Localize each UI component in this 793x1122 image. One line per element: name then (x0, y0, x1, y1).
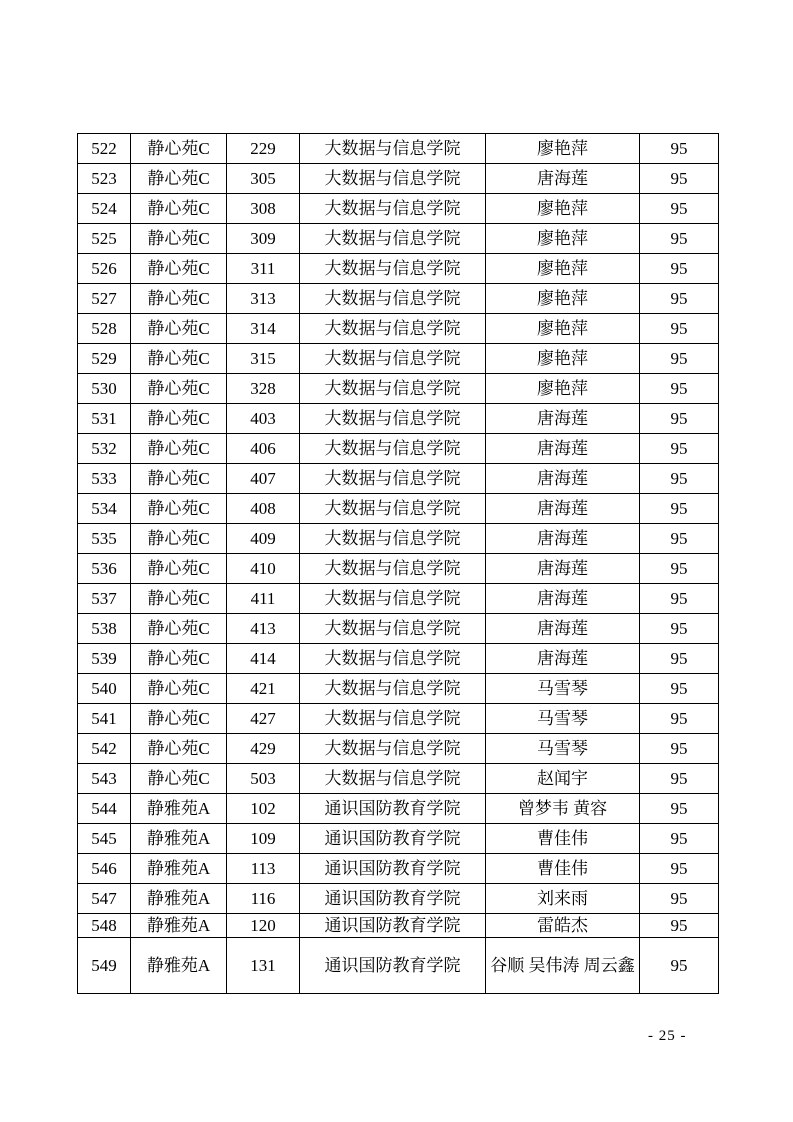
room-cell: 328 (227, 374, 300, 404)
room-cell: 408 (227, 494, 300, 524)
building-cell: 静心苑C (131, 164, 227, 194)
row-number-cell: 537 (78, 584, 131, 614)
table-row (78, 464, 719, 494)
row-number-cell: 548 (78, 914, 131, 938)
table-row (78, 254, 719, 284)
table-row (78, 194, 719, 224)
building-cell: 静心苑C (131, 464, 227, 494)
building-cell: 静心苑C (131, 704, 227, 734)
college-cell: 通识国防教育学院 (300, 938, 486, 994)
room-cell: 309 (227, 224, 300, 254)
page-number: - 25 - (648, 1028, 687, 1044)
building-cell: 静雅苑A (131, 794, 227, 824)
person-cell: 唐海莲 (486, 614, 640, 644)
person-cell: 赵闻宇 (486, 764, 640, 794)
table-body (78, 134, 719, 994)
row-number-cell: 535 (78, 524, 131, 554)
college-cell: 大数据与信息学院 (300, 314, 486, 344)
building-cell: 静心苑C (131, 494, 227, 524)
room-cell: 413 (227, 614, 300, 644)
college-cell: 大数据与信息学院 (300, 434, 486, 464)
score-cell: 95 (640, 224, 719, 254)
person-cell: 廖艳萍 (486, 344, 640, 374)
person-cell: 唐海莲 (486, 644, 640, 674)
table-row (78, 434, 719, 464)
room-cell: 403 (227, 404, 300, 434)
room-cell: 421 (227, 674, 300, 704)
table-row (78, 284, 719, 314)
row-number-cell: 523 (78, 164, 131, 194)
table-row (78, 794, 719, 824)
room-cell: 313 (227, 284, 300, 314)
score-cell: 95 (640, 734, 719, 764)
table-row (78, 494, 719, 524)
building-cell: 静心苑C (131, 134, 227, 164)
building-cell: 静心苑C (131, 344, 227, 374)
college-cell: 大数据与信息学院 (300, 644, 486, 674)
table-row (78, 344, 719, 374)
room-cell: 503 (227, 764, 300, 794)
score-cell: 95 (640, 764, 719, 794)
college-cell: 通识国防教育学院 (300, 794, 486, 824)
college-cell: 大数据与信息学院 (300, 704, 486, 734)
row-number-cell: 536 (78, 554, 131, 584)
table-row (78, 314, 719, 344)
dormitory-score-table (77, 133, 719, 994)
building-cell: 静心苑C (131, 374, 227, 404)
building-cell: 静雅苑A (131, 884, 227, 914)
college-cell: 大数据与信息学院 (300, 344, 486, 374)
college-cell: 大数据与信息学院 (300, 194, 486, 224)
row-number-cell: 546 (78, 854, 131, 884)
room-cell: 113 (227, 854, 300, 884)
building-cell: 静心苑C (131, 674, 227, 704)
person-cell: 廖艳萍 (486, 224, 640, 254)
row-number-cell: 531 (78, 404, 131, 434)
table-row (78, 554, 719, 584)
row-number-cell: 538 (78, 614, 131, 644)
score-cell: 95 (640, 704, 719, 734)
score-cell: 95 (640, 614, 719, 644)
college-cell: 大数据与信息学院 (300, 164, 486, 194)
row-number-cell: 525 (78, 224, 131, 254)
building-cell: 静雅苑A (131, 938, 227, 994)
table-row (78, 164, 719, 194)
person-cell: 曹佳伟 (486, 854, 640, 884)
building-cell: 静心苑C (131, 284, 227, 314)
table-row (78, 734, 719, 764)
row-number-cell: 543 (78, 764, 131, 794)
college-cell: 大数据与信息学院 (300, 494, 486, 524)
row-number-cell: 549 (78, 938, 131, 994)
college-cell: 大数据与信息学院 (300, 674, 486, 704)
score-cell: 95 (640, 644, 719, 674)
college-cell: 大数据与信息学院 (300, 254, 486, 284)
row-number-cell: 532 (78, 434, 131, 464)
building-cell: 静雅苑A (131, 914, 227, 938)
college-cell: 大数据与信息学院 (300, 554, 486, 584)
table-row (78, 854, 719, 884)
room-cell: 427 (227, 704, 300, 734)
table-row (78, 824, 719, 854)
score-cell: 95 (640, 584, 719, 614)
person-cell: 唐海莲 (486, 494, 640, 524)
room-cell: 406 (227, 434, 300, 464)
room-cell: 409 (227, 524, 300, 554)
person-cell: 刘来雨 (486, 884, 640, 914)
room-cell: 429 (227, 734, 300, 764)
room-cell: 109 (227, 824, 300, 854)
table-row (78, 404, 719, 434)
row-number-cell: 541 (78, 704, 131, 734)
table-row (78, 134, 719, 164)
table-row (78, 644, 719, 674)
building-cell: 静心苑C (131, 404, 227, 434)
row-number-cell: 542 (78, 734, 131, 764)
person-cell: 廖艳萍 (486, 284, 640, 314)
building-cell: 静心苑C (131, 584, 227, 614)
room-cell: 407 (227, 464, 300, 494)
score-cell: 95 (640, 914, 719, 938)
person-cell: 唐海莲 (486, 584, 640, 614)
row-number-cell: 529 (78, 344, 131, 374)
table-row (78, 224, 719, 254)
college-cell: 大数据与信息学院 (300, 284, 486, 314)
score-cell: 95 (640, 524, 719, 554)
score-cell: 95 (640, 404, 719, 434)
row-number-cell: 528 (78, 314, 131, 344)
person-cell: 马雪琴 (486, 734, 640, 764)
row-number-cell: 533 (78, 464, 131, 494)
person-cell: 唐海莲 (486, 524, 640, 554)
score-cell: 95 (640, 374, 719, 404)
table-row (78, 914, 719, 938)
room-cell: 308 (227, 194, 300, 224)
row-number-cell: 539 (78, 644, 131, 674)
building-cell: 静心苑C (131, 194, 227, 224)
table-row (78, 674, 719, 704)
college-cell: 通识国防教育学院 (300, 884, 486, 914)
person-cell: 唐海莲 (486, 404, 640, 434)
person-cell: 谷顺 吴伟涛 周云鑫 (486, 938, 640, 994)
score-cell: 95 (640, 854, 719, 884)
college-cell: 大数据与信息学院 (300, 464, 486, 494)
row-number-cell: 527 (78, 284, 131, 314)
room-cell: 311 (227, 254, 300, 284)
college-cell: 大数据与信息学院 (300, 404, 486, 434)
person-cell: 廖艳萍 (486, 194, 640, 224)
person-cell: 廖艳萍 (486, 254, 640, 284)
building-cell: 静心苑C (131, 554, 227, 584)
score-cell: 95 (640, 314, 719, 344)
table-row (78, 704, 719, 734)
room-cell: 314 (227, 314, 300, 344)
college-cell: 大数据与信息学院 (300, 374, 486, 404)
building-cell: 静雅苑A (131, 824, 227, 854)
person-cell: 廖艳萍 (486, 314, 640, 344)
row-number-cell: 530 (78, 374, 131, 404)
score-cell: 95 (640, 134, 719, 164)
person-cell: 唐海莲 (486, 554, 640, 584)
college-cell: 大数据与信息学院 (300, 734, 486, 764)
person-cell: 廖艳萍 (486, 374, 640, 404)
room-cell: 410 (227, 554, 300, 584)
building-cell: 静心苑C (131, 614, 227, 644)
score-cell: 95 (640, 674, 719, 704)
college-cell: 大数据与信息学院 (300, 614, 486, 644)
building-cell: 静心苑C (131, 734, 227, 764)
room-cell: 414 (227, 644, 300, 674)
college-cell: 大数据与信息学院 (300, 134, 486, 164)
building-cell: 静心苑C (131, 314, 227, 344)
score-cell: 95 (640, 938, 719, 994)
row-number-cell: 524 (78, 194, 131, 224)
college-cell: 大数据与信息学院 (300, 524, 486, 554)
person-cell: 唐海莲 (486, 164, 640, 194)
person-cell: 曾梦韦 黄容 (486, 794, 640, 824)
row-number-cell: 544 (78, 794, 131, 824)
row-number-cell: 547 (78, 884, 131, 914)
college-cell: 通识国防教育学院 (300, 914, 486, 938)
score-cell: 95 (640, 824, 719, 854)
college-cell: 大数据与信息学院 (300, 584, 486, 614)
score-cell: 95 (640, 494, 719, 524)
row-number-cell: 545 (78, 824, 131, 854)
score-cell: 95 (640, 284, 719, 314)
building-cell: 静心苑C (131, 254, 227, 284)
room-cell: 116 (227, 884, 300, 914)
score-cell: 95 (640, 344, 719, 374)
room-cell: 102 (227, 794, 300, 824)
table-row (78, 614, 719, 644)
person-cell: 唐海莲 (486, 434, 640, 464)
score-cell: 95 (640, 434, 719, 464)
person-cell: 唐海莲 (486, 464, 640, 494)
score-cell: 95 (640, 164, 719, 194)
building-cell: 静心苑C (131, 644, 227, 674)
building-cell: 静心苑C (131, 524, 227, 554)
room-cell: 305 (227, 164, 300, 194)
person-cell: 雷皓杰 (486, 914, 640, 938)
score-cell: 95 (640, 554, 719, 584)
building-cell: 静心苑C (131, 224, 227, 254)
room-cell: 315 (227, 344, 300, 374)
building-cell: 静心苑C (131, 764, 227, 794)
room-cell: 131 (227, 938, 300, 994)
room-cell: 120 (227, 914, 300, 938)
person-cell: 廖艳萍 (486, 134, 640, 164)
score-cell: 95 (640, 884, 719, 914)
score-cell: 95 (640, 254, 719, 284)
person-cell: 曹佳伟 (486, 824, 640, 854)
building-cell: 静雅苑A (131, 854, 227, 884)
table-row (78, 374, 719, 404)
table-row (78, 584, 719, 614)
table-row (78, 938, 719, 994)
row-number-cell: 534 (78, 494, 131, 524)
room-cell: 411 (227, 584, 300, 614)
score-cell: 95 (640, 464, 719, 494)
table-row (78, 764, 719, 794)
room-cell: 229 (227, 134, 300, 164)
building-cell: 静心苑C (131, 434, 227, 464)
college-cell: 大数据与信息学院 (300, 764, 486, 794)
college-cell: 通识国防教育学院 (300, 854, 486, 884)
person-cell: 马雪琴 (486, 674, 640, 704)
table-row (78, 884, 719, 914)
row-number-cell: 540 (78, 674, 131, 704)
college-cell: 大数据与信息学院 (300, 224, 486, 254)
person-cell: 马雪琴 (486, 704, 640, 734)
row-number-cell: 526 (78, 254, 131, 284)
score-cell: 95 (640, 194, 719, 224)
score-cell: 95 (640, 794, 719, 824)
table-row (78, 524, 719, 554)
row-number-cell: 522 (78, 134, 131, 164)
college-cell: 通识国防教育学院 (300, 824, 486, 854)
